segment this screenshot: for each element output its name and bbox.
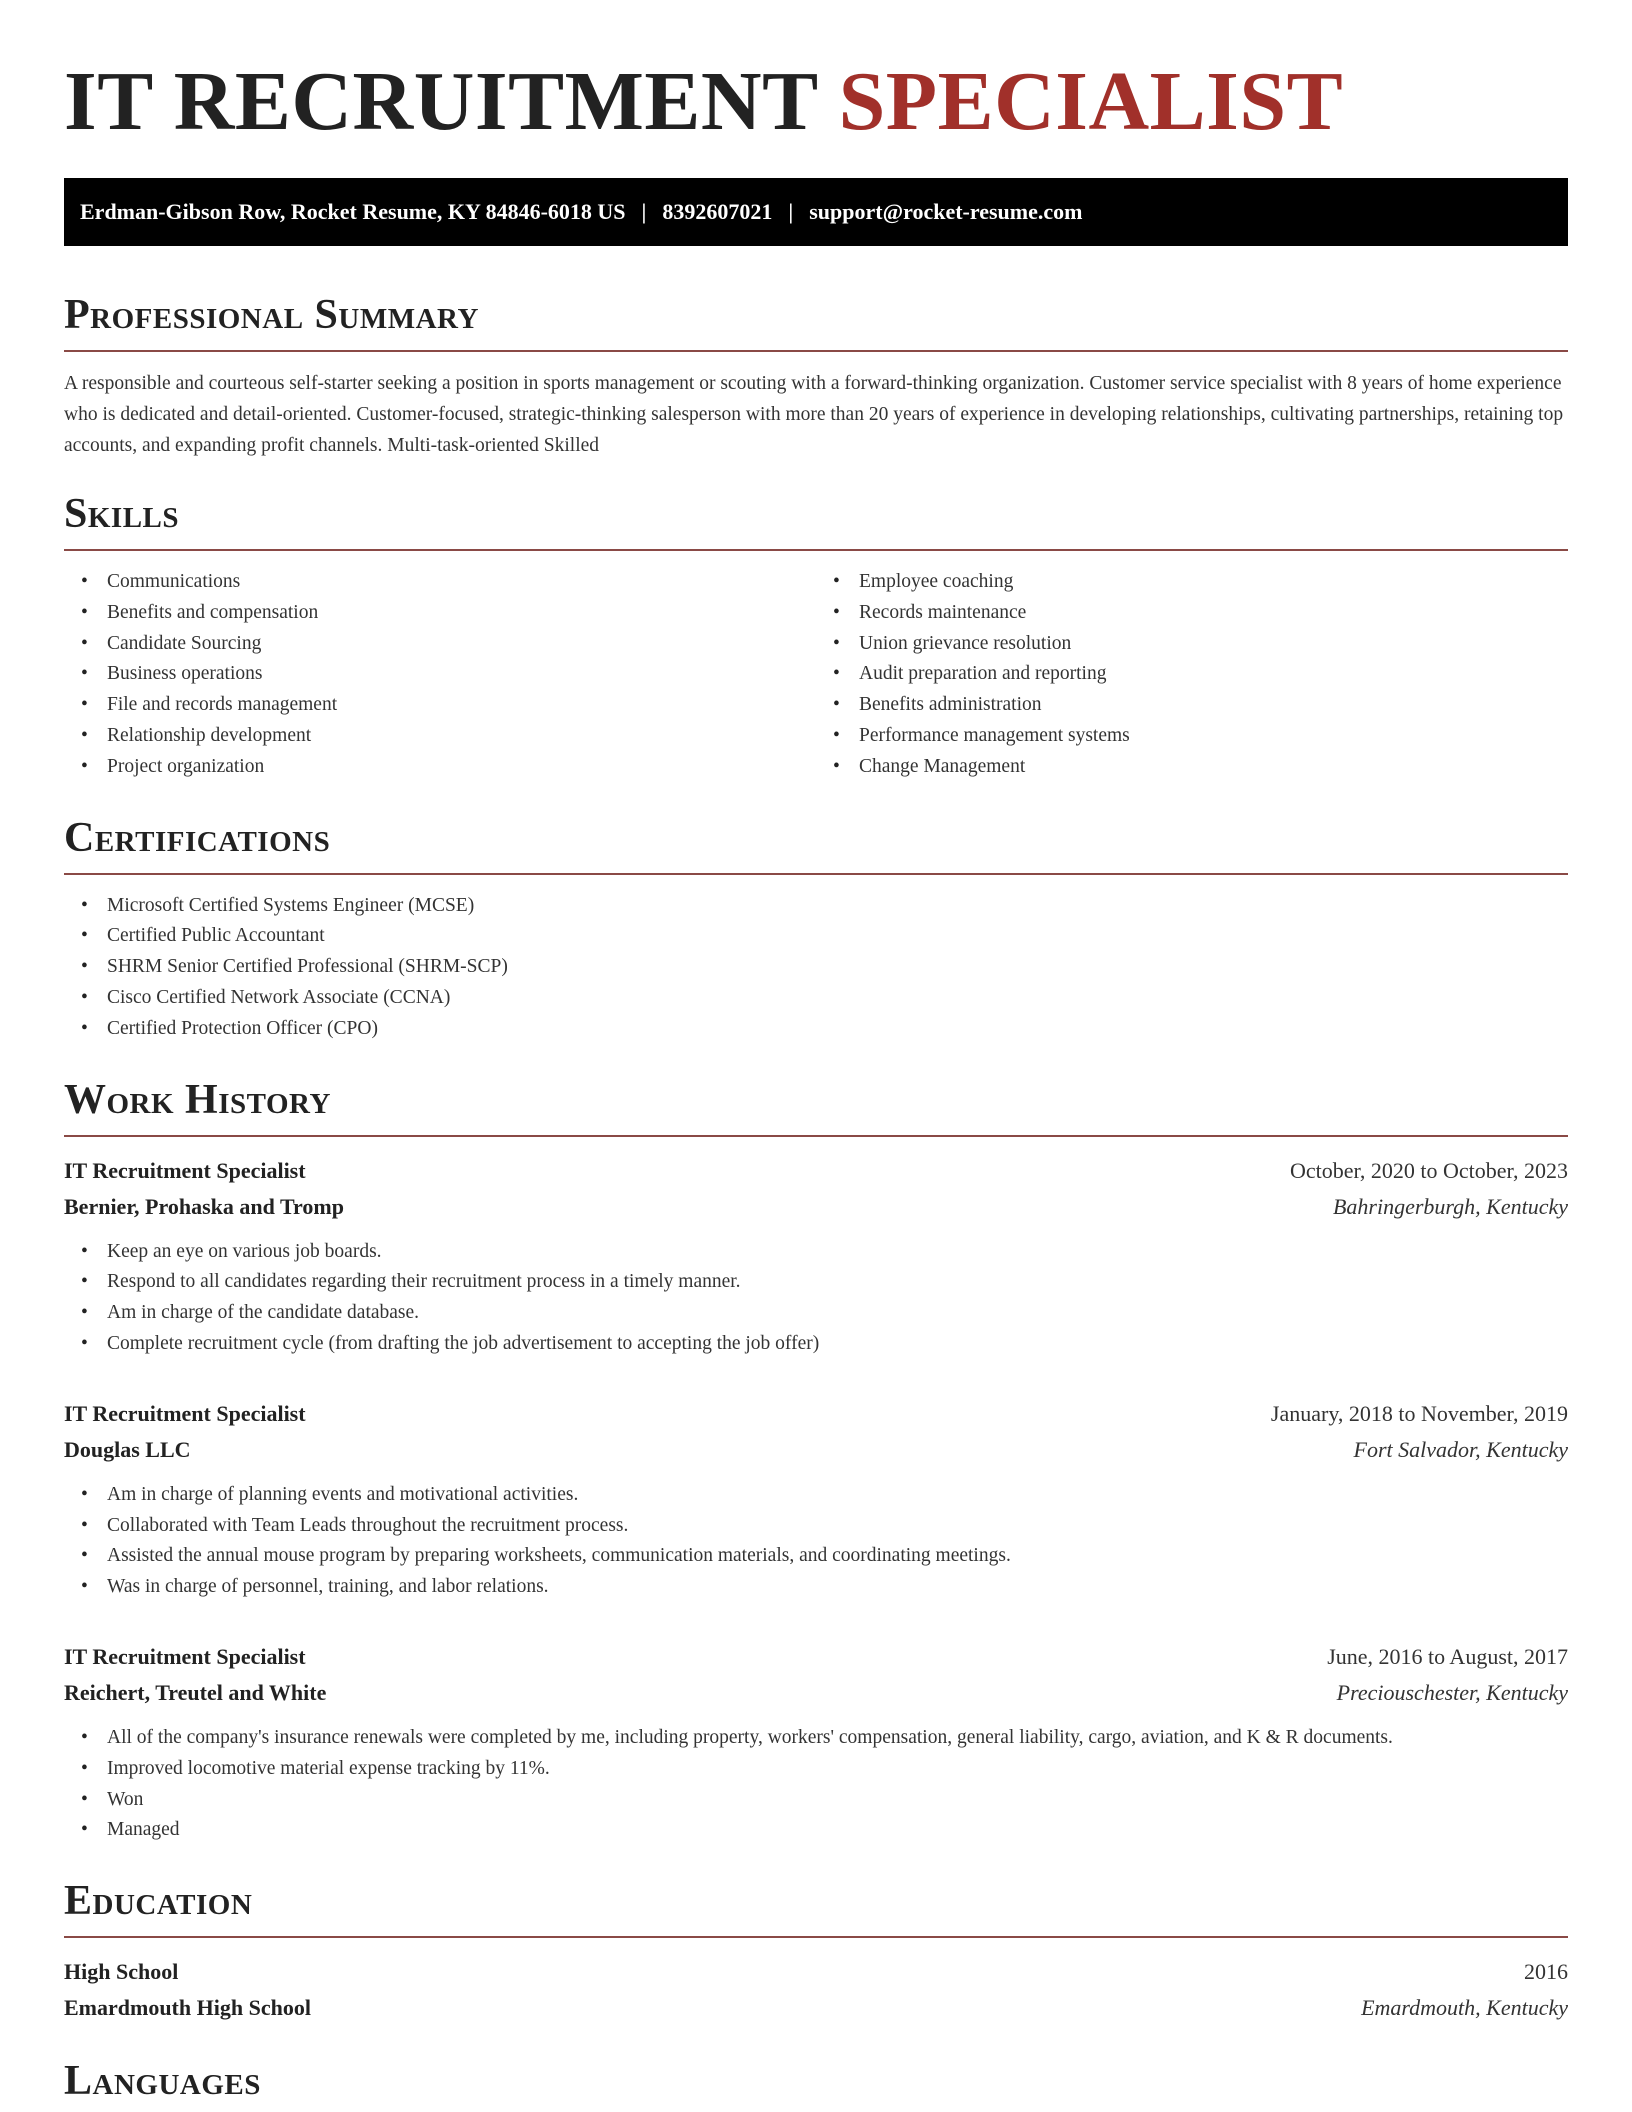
job-duty-item: • Was in charge of personnel, training, and labor relations. [81, 1572, 1568, 1603]
education-entry [64, 1954, 1568, 2026]
certification-item: • SHRM Senior Certified Professional (SHRM-SCP) [81, 952, 1568, 983]
job-duty-item: • Assisted the annual mouse program by preparing worksheets, communication materials, and coordinating meetings. [81, 1541, 1568, 1572]
job-company-row [64, 1432, 1568, 1468]
education-header-row [64, 1954, 1568, 1990]
skills-section [64, 489, 1568, 783]
job-role: IT Recruitment Specialist [64, 1643, 306, 1669]
work-history-heading: Work History [64, 1075, 1568, 1137]
job-company: Reichert, Treutel and White [64, 1679, 327, 1705]
skill-item: • Business operations [81, 659, 816, 690]
summary-text: A responsible and courteous self-starter seeking a position in sports management or scouting with a forward-thinking organization. Customer service specialist with 8 years of home experience who is dedicated and detail-oriented. Customer-focused, strategic-thinking salesperson with more than 20 years of experience in developing relationships, cultivating partnerships, retaining top accounts, and expanding profit channels. Multi-task-oriented Skilled [64, 373, 1564, 456]
job-role: IT Recruitment Specialist [64, 1157, 306, 1183]
job-duties-list [64, 1480, 1568, 1603]
job-company: Bernier, Prohaska and Tromp [64, 1193, 344, 1219]
job-duties-list [64, 1723, 1568, 1846]
job-duty-item: • Am in charge of the candidate database. [81, 1298, 1568, 1329]
job-location: Bahringerburgh, Kentucky [1332, 1193, 1568, 1219]
skill-item: • Employee coaching [833, 567, 1568, 598]
job-entry [64, 1153, 1568, 1360]
certifications-heading: Certifications [64, 813, 1568, 875]
job-header-row [64, 1639, 1568, 1675]
job-dates: October, 2020 to October, 2023 [1289, 1157, 1568, 1183]
candidate-name [64, 0, 1568, 152]
education-section [64, 1876, 1568, 2026]
job-company-row [64, 1189, 1568, 1225]
job-duty-item: • Keep an eye on various job boards. [81, 1237, 1568, 1268]
job-duty-item: • All of the company's insurance renewals were completed by me, including property, workers' compensation, general liability, cargo, aviation, and K & R documents. [81, 1723, 1568, 1754]
certification-item: • Certified Protection Officer (CPO) [81, 1014, 1568, 1045]
education-location: Emardmouth, Kentucky [1361, 1995, 1568, 2021]
education-year: 2016 [1524, 1959, 1568, 1985]
languages-section [64, 2056, 1568, 2112]
skills-list-left [64, 567, 816, 783]
skills-heading: Skills [64, 489, 1568, 551]
job-location: Fort Salvador, Kentucky [1353, 1436, 1568, 1462]
education-heading: Education [64, 1876, 1568, 1938]
certifications-section [64, 813, 1568, 1045]
skill-item: • Records maintenance [833, 598, 1568, 629]
skills-grid [64, 567, 1568, 783]
contact-phone: 8392607021 [662, 199, 773, 224]
languages-heading: Languages [64, 2056, 1568, 2112]
job-duty-item: • Respond to all candidates regarding their recruitment process in a timely manner. [81, 1267, 1568, 1298]
skill-item: • Project organization [81, 752, 816, 783]
contact-separator: | [788, 199, 794, 224]
contact-bar [64, 178, 1568, 246]
job-dates: June, 2016 to August, 2017 [1327, 1643, 1568, 1669]
job-company: Douglas LLC [64, 1436, 191, 1462]
summary-heading: Professional Summary [64, 290, 1568, 352]
contact-separator: | [641, 199, 647, 224]
job-dates: January, 2018 to November, 2019 [1270, 1400, 1568, 1426]
job-duty-item: • Collaborated with Team Leads throughout the recruitment process. [81, 1511, 1568, 1542]
summary-section [64, 290, 1568, 461]
job-location: Preciouschester, Kentucky [1336, 1679, 1568, 1705]
contact-address: Erdman-Gibson Row, Rocket Resume, KY 84846-6018 US [80, 199, 626, 224]
job-entry [64, 1639, 1568, 1846]
job-duty-item: • Complete recruitment cycle (from drafting the job advertisement to accepting the job offer) [81, 1329, 1568, 1360]
work-history-section [64, 1075, 1568, 1847]
skill-item: • Union grievance resolution [833, 629, 1568, 660]
education-degree: High School [64, 1959, 179, 1985]
skill-item: • Relationship development [81, 721, 816, 752]
education-school-row [64, 1990, 1568, 2026]
skill-item: • Performance management systems [833, 721, 1568, 752]
job-duties-list [64, 1237, 1568, 1360]
job-entry [64, 1396, 1568, 1603]
certifications-list [64, 891, 1568, 1045]
education-school: Emardmouth High School [64, 1995, 311, 2021]
name-part-1: IT RECRUITMENT [64, 55, 818, 148]
skill-item: • Benefits and compensation [81, 598, 816, 629]
certification-item: • Certified Public Accountant [81, 921, 1568, 952]
skill-item: • Communications [81, 567, 816, 598]
job-duty-item: • Won [81, 1785, 1568, 1816]
job-duty-item: • Am in charge of planning events and motivational activities. [81, 1480, 1568, 1511]
job-role: IT Recruitment Specialist [64, 1400, 306, 1426]
skills-list-right [816, 567, 1568, 783]
job-company-row [64, 1675, 1568, 1711]
job-duty-item: • Improved locomotive material expense tracking by 11%. [81, 1754, 1568, 1785]
certification-item: • Microsoft Certified Systems Engineer (MCSE) [81, 891, 1568, 922]
skill-item: • Change Management [833, 752, 1568, 783]
job-duty-item: • Managed [81, 1815, 1568, 1846]
skill-item: • File and records management [81, 690, 816, 721]
skill-item: • Benefits administration [833, 690, 1568, 721]
job-header-row [64, 1396, 1568, 1432]
skill-item: • Audit preparation and reporting [833, 659, 1568, 690]
job-header-row [64, 1153, 1568, 1189]
certification-item: • Cisco Certified Network Associate (CCNA) [81, 983, 1568, 1014]
skill-item: • Candidate Sourcing [81, 629, 816, 660]
name-part-2: SPECIALIST [838, 55, 1344, 148]
contact-email: support@rocket-resume.com [809, 199, 1083, 224]
